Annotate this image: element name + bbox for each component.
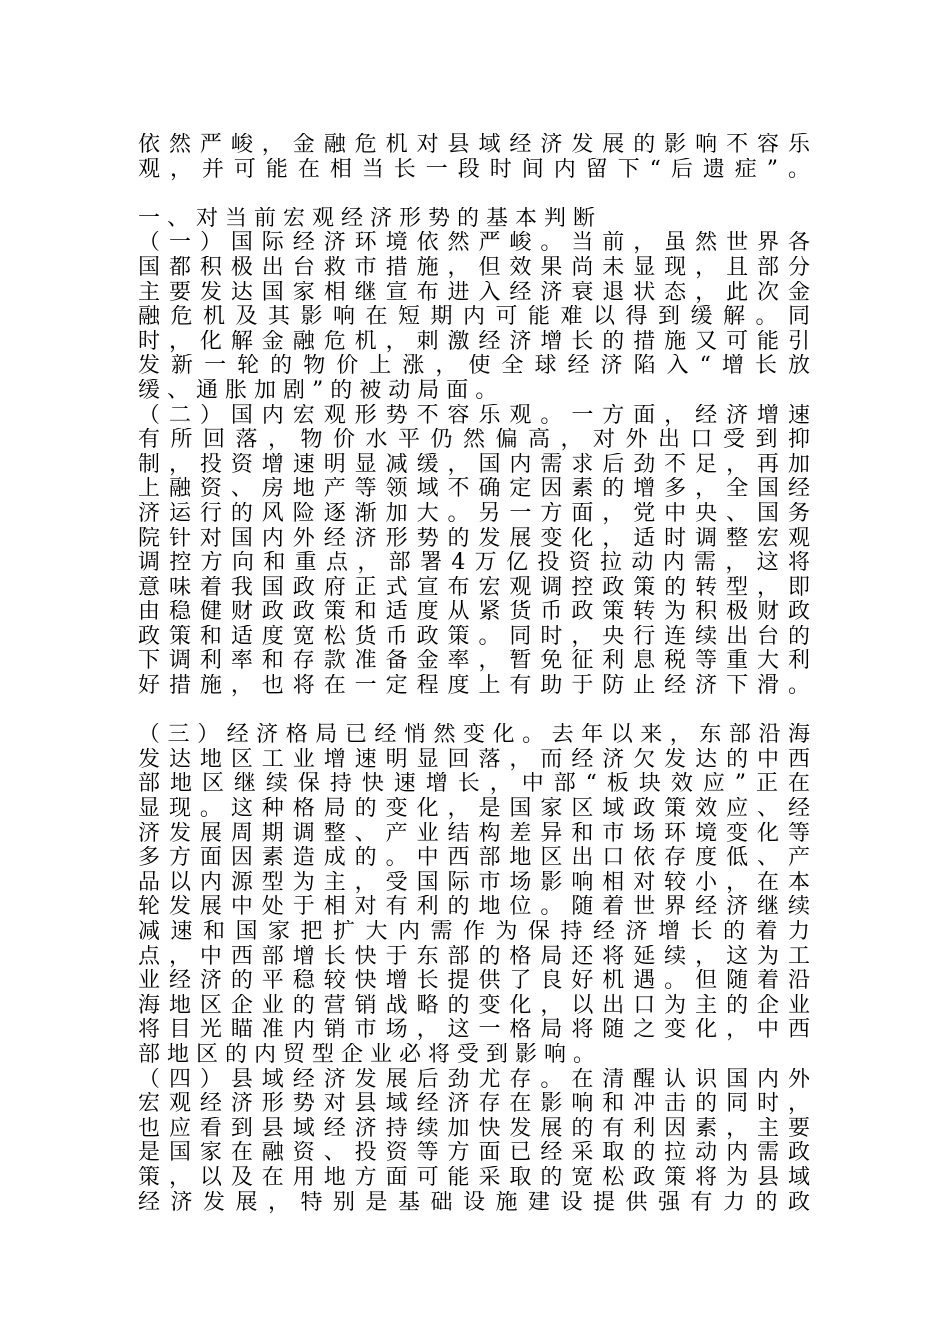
body-text <box>138 133 810 1215</box>
text-line: （一）国际经济环境依然严峻。当前，虽然世界各 <box>138 231 810 256</box>
blank-line <box>138 182 810 207</box>
text-line: 有所回落，物价水平仍然偏高，对外出口受到抑 <box>138 428 810 453</box>
text-line: 下调利率和存款准备金率，暂免征利息税等重大利 <box>138 649 810 674</box>
text-line: 时，化解金融危机，刺激经济增长的措施又可能引 <box>138 329 810 354</box>
text-line: 依然严峻，金融危机对县域经济发展的影响不容乐 <box>138 133 810 157</box>
text-line: 部地区继续保持快速增长，中部“板块效应”正在 <box>138 772 810 797</box>
text-line: 是国家在融资、投资等方面已经采取的拉动内需政 <box>138 1141 810 1166</box>
text-line: 也应看到县域经济持续加快发展的有利因素，主要 <box>138 1116 810 1141</box>
text-line: 济发展周期调整、产业结构差异和市场环境变化等 <box>138 821 810 846</box>
text-line: 意味着我国政府正式宣布宏观调控政策的转型，即 <box>138 575 810 600</box>
blank-line <box>138 699 810 724</box>
text-line: 策，以及在用地方面可能采取的宽松政策将为县域 <box>138 1165 810 1190</box>
text-line: 多方面因素造成的。中西部地区出口依存度低、产 <box>138 846 810 871</box>
text-line: 将目光瞄准内销市场，这一格局将随之变化，中西 <box>138 1018 810 1043</box>
text-line: 观，并可能在相当长一段时间内留下“后遗症”。 <box>138 157 810 182</box>
text-line: 减速和国家把扩大内需作为保持经济增长的着力 <box>138 920 810 944</box>
text-line: 业经济的平稳较快增长提供了良好机遇。但随着沿 <box>138 969 810 994</box>
text-line: 国都积极出台救市措施，但效果尚未显现，且部分 <box>138 255 810 280</box>
text-line: 部地区的内贸型企业必将受到影响。 <box>138 1042 603 1067</box>
text-line: 发达地区工业增速明显回落，而经济欠发达的中西 <box>138 747 810 772</box>
text-line: 点，中西部增长快于东部的格局还将延续，这为工 <box>138 944 810 969</box>
text-line: 调控方向和重点，部署4万亿投资拉动内需，这将 <box>138 551 810 576</box>
text-line: 缓、通胀加剧”的被动局面。 <box>138 378 505 403</box>
text-line: 上融资、房地产等领域不确定因素的增多，全国经 <box>138 477 810 502</box>
text-line: 品以内源型为主，受国际市场影响相对较小，在本 <box>138 870 810 895</box>
text-line: 济运行的风险逐渐加大。另一方面，党中央、国务 <box>138 501 810 526</box>
text-line: 一、对当前宏观经济形势的基本判断 <box>138 206 603 231</box>
text-line: （二）国内宏观形势不容乐观。一方面，经济增速 <box>138 403 810 428</box>
text-line: 显现。这种格局的变化，是国家区域政策效应、经 <box>138 797 810 822</box>
text-line: （三）经济格局已经悄然变化。去年以来，东部沿海 <box>138 723 810 748</box>
text-line: （四）县域经济发展后劲尤存。在清醒认识国内外 <box>138 1067 810 1092</box>
text-line: 院针对国内外经济形势的发展变化，适时调整宏观 <box>138 526 810 551</box>
text-line: 轮发展中处于相对有利的地位。随着世界经济继续 <box>138 895 810 920</box>
text-line: 发新一轮的物价上涨，使全球经济陷入“增长放 <box>138 354 810 379</box>
text-line: 融危机及其影响在短期内可能难以得到缓解。同 <box>138 305 810 330</box>
text-line: 好措施，也将在一定程度上有助于防止经济下滑。 <box>138 674 810 699</box>
text-line: 制，投资增速明显减缓，国内需求后劲不足，再加 <box>138 452 810 477</box>
text-line: 主要发达国家相继宣布进入经济衰退状态，此次金 <box>138 280 810 305</box>
text-line: 经济发展，特别是基础设施建设提供强有力的政 <box>138 1190 810 1215</box>
text-line: 宏观经济形势对县域经济存在影响和冲击的同时， <box>138 1092 810 1117</box>
text-line: 由稳健财政政策和适度从紧货币政策转为积极财政 <box>138 600 810 625</box>
text-line: 海地区企业的营销战略的变化，以出口为主的企业 <box>138 993 810 1018</box>
text-line: 政策和适度宽松货币政策。同时，央行连续出台的 <box>138 624 810 649</box>
